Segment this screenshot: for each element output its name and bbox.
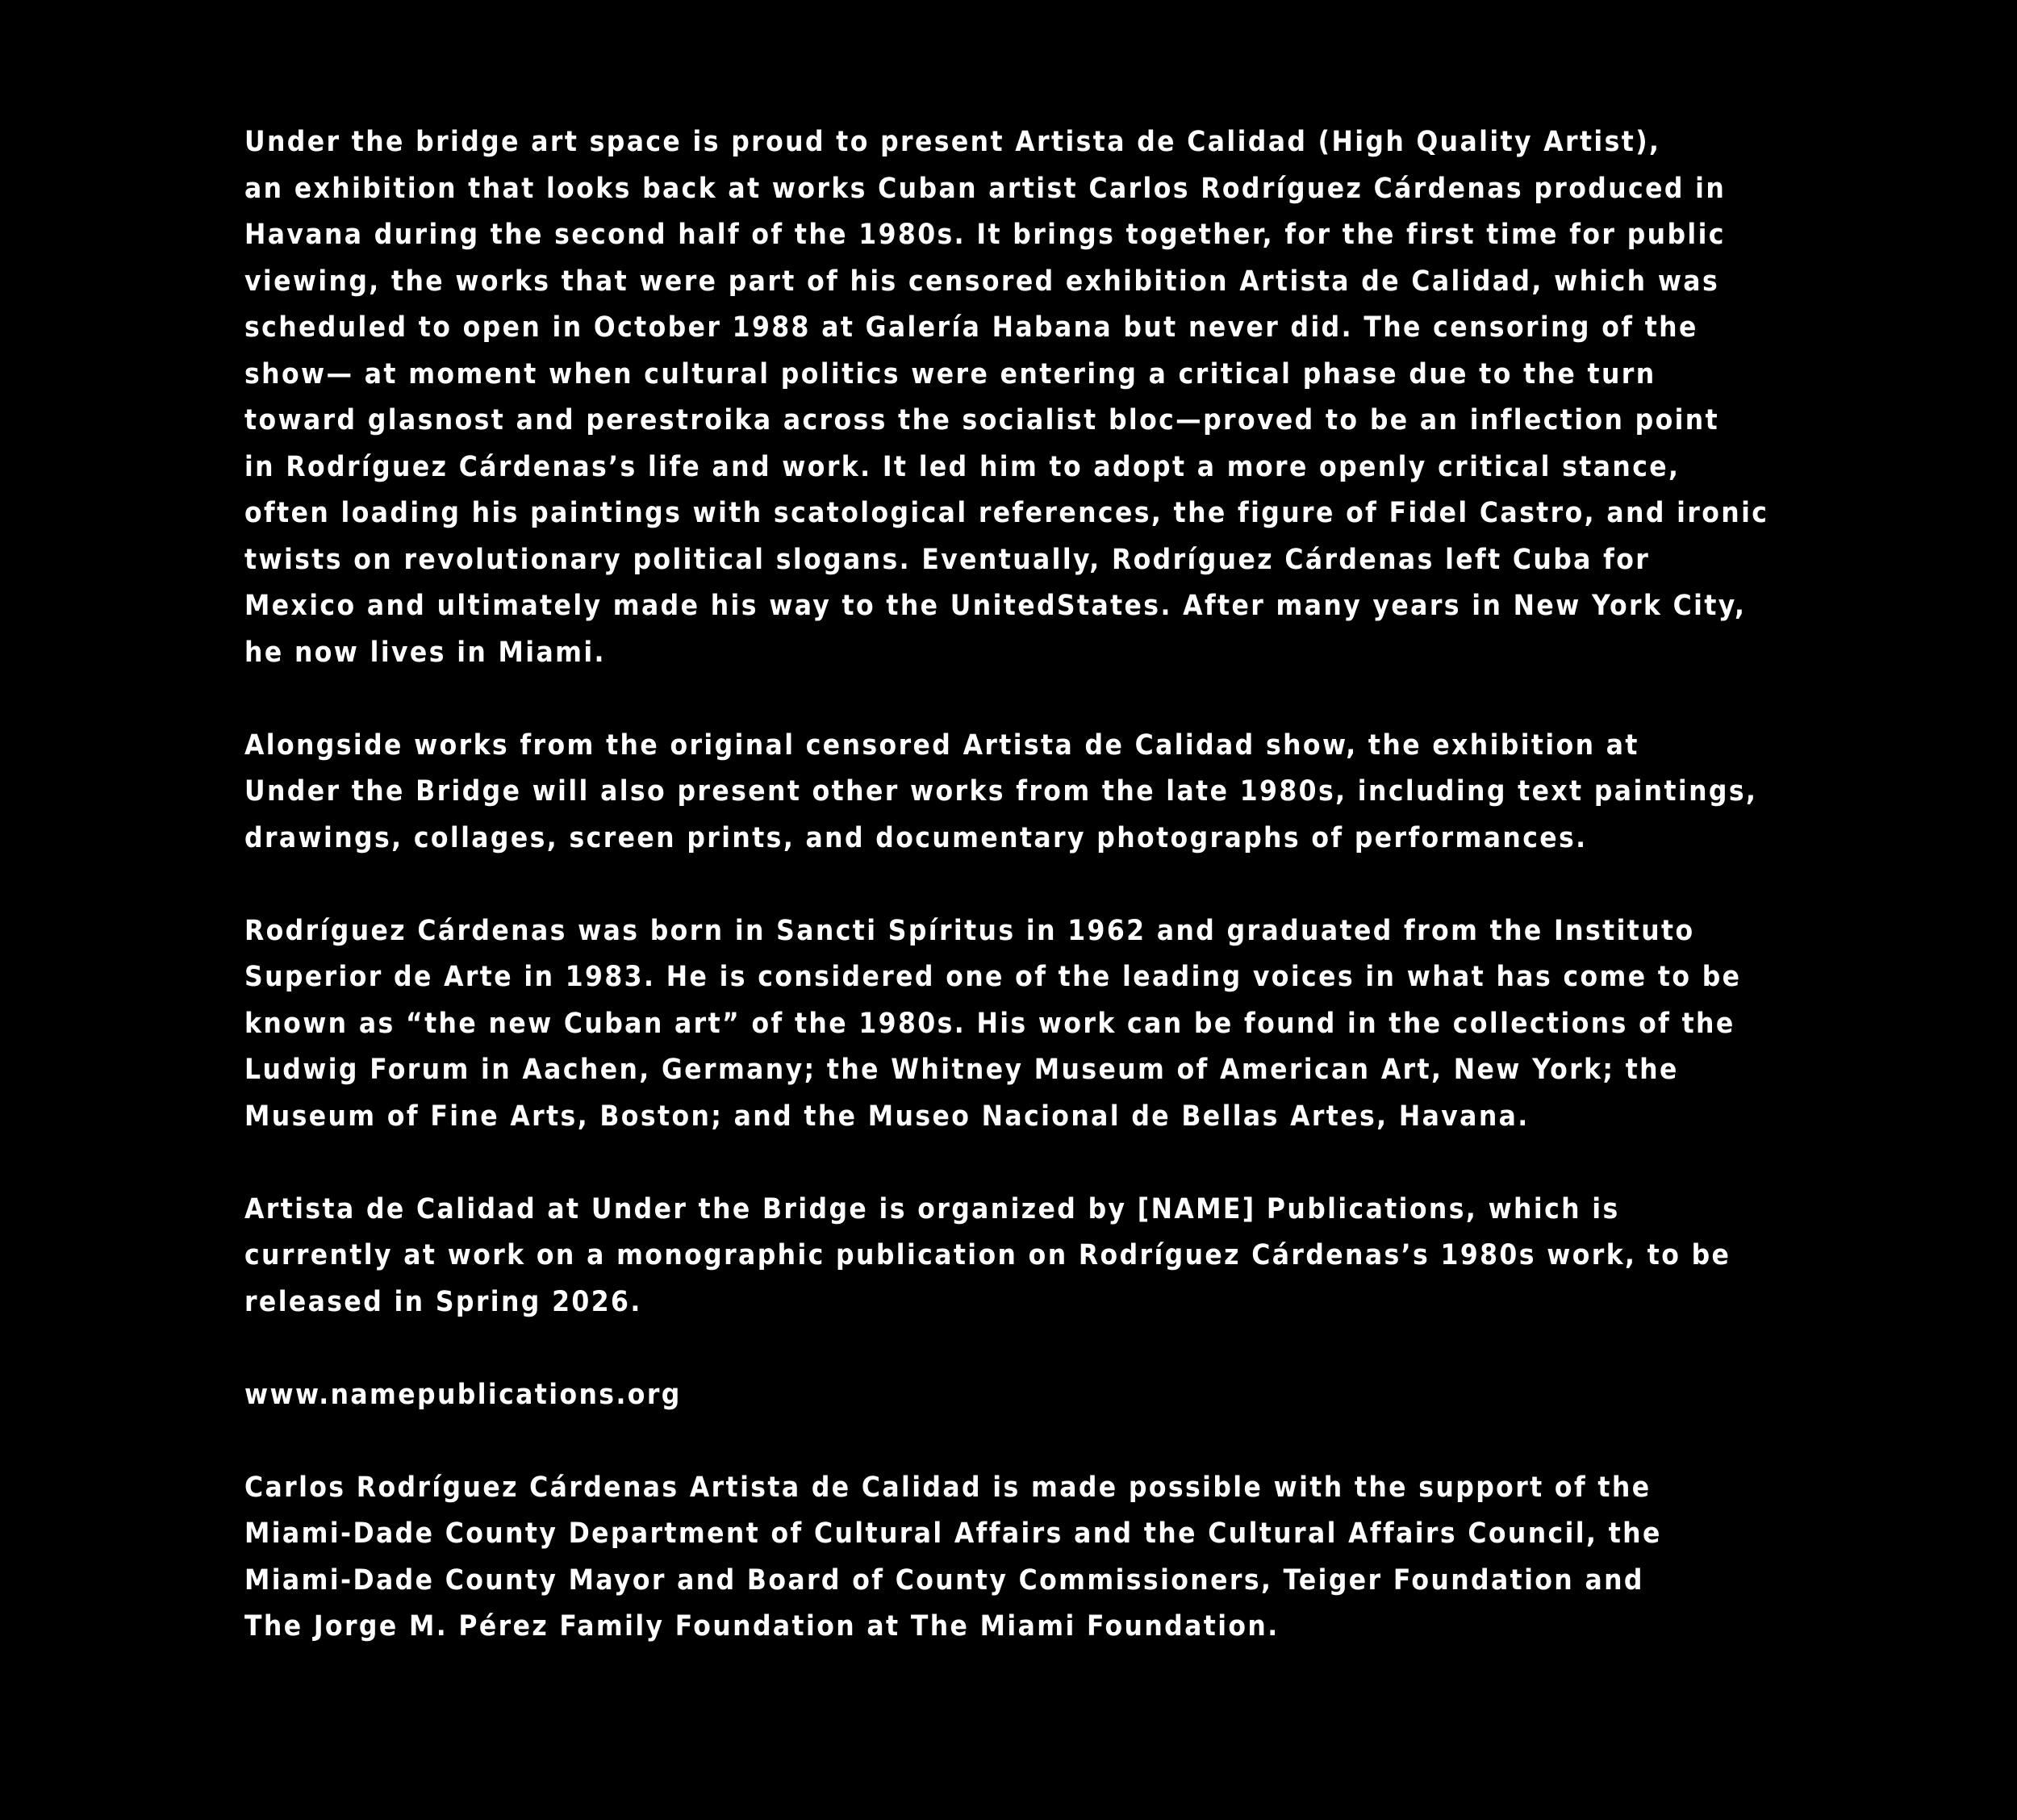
text-line: twists on revolutionary political slogans. Eventually, Rodríguez Cárdenas left Cuba for	[244, 543, 1651, 576]
paragraph-website	[244, 1372, 1794, 1419]
text-line: Rodríguez Cárdenas was born in Sancti Spíritus in 1962 and graduated from the Instituto	[244, 914, 1695, 947]
text-line: Museum of Fine Arts, Boston; and the Museo Nacional de Bellas Artes, Havana.	[244, 1100, 1530, 1133]
text-line: show— at moment when cultural politics were entering a critical phase due to the turn	[244, 357, 1656, 390]
text-line: Havana during the second half of the 1980s. It brings together, for the first time for public	[244, 219, 1726, 251]
text-line: The Jorge M. Pérez Family Foundation at The Miami Foundation.	[244, 1610, 1280, 1643]
text-line: in Rodríguez Cárdenas’s life and work. It led him to adopt a more openly critical stance,	[244, 450, 1681, 483]
text-line: Miami-Dade County Mayor and Board of County Commissioners, Teiger Foundation and	[244, 1563, 1644, 1597]
paragraph-exhibition-contents	[244, 723, 1794, 862]
text-line: released in Spring 2026.	[244, 1285, 642, 1318]
text-line: Superior de Arte in 1983. He is considered one of the leading voices in what has come to be	[244, 961, 1742, 993]
text-line: Carlos Rodríguez Cárdenas Artista de Calidad is made possible with the support of the	[244, 1471, 1652, 1504]
text-line: toward glasnost and perestroika across the socialist bloc—proved to be an inflection point	[244, 404, 1720, 436]
text-line: Alongside works from the original censored Artista de Calidad show, the exhibition at	[244, 728, 1639, 762]
paragraph-artist-biography	[244, 908, 1794, 1141]
text-line: viewing, the works that were part of his censored exhibition Artista de Calidad, which was	[244, 265, 1720, 298]
paragraph-organizer	[244, 1187, 1794, 1326]
paragraph-introduction	[244, 119, 1794, 676]
text-line: scheduled to open in October 1988 at Galería Habana but never did. The censoring of the	[244, 311, 1698, 344]
text-line: currently at work on a monographic publication on Rodríguez Cárdenas’s 1980s work, to be	[244, 1239, 1731, 1271]
text-line: Under the Bridge will also present other works from the late 1980s, including text paintings,	[244, 775, 1758, 808]
website-url: www.namepublications.org	[244, 1378, 682, 1411]
text-line: known as “the new Cuban art” of the 1980s. His work can be found in the collections of the	[244, 1007, 1735, 1040]
paragraph-support-credits	[244, 1465, 1794, 1651]
text-line: Artista de Calidad at Under the Bridge is organized by [NAME] Publications, which is	[244, 1192, 1620, 1225]
text-line: Under the bridge art space is proud to present Artista de Calidad (High Quality Artist),	[244, 126, 1661, 158]
text-line: often loading his paintings with scatological references, the figure of Fidel Castro, and ironic	[244, 497, 1769, 529]
text-line: Mexico and ultimately made his way to the UnitedStates. After many years in New York City,	[244, 590, 1747, 622]
text-line: Miami-Dade County Department of Cultural Affairs and the Cultural Affairs Council, the	[244, 1517, 1662, 1550]
text-line: Ludwig Forum in Aachen, Germany; the Whitney Museum of American Art, New York; the	[244, 1054, 1679, 1086]
exhibition-text	[244, 119, 1794, 1651]
text-line: an exhibition that looks back at works Cuban artist Carlos Rodríguez Cárdenas produced in	[244, 172, 1727, 205]
text-line: drawings, collages, screen prints, and documentary photographs of performances.	[244, 821, 1588, 854]
text-line: he now lives in Miami.	[244, 636, 606, 669]
